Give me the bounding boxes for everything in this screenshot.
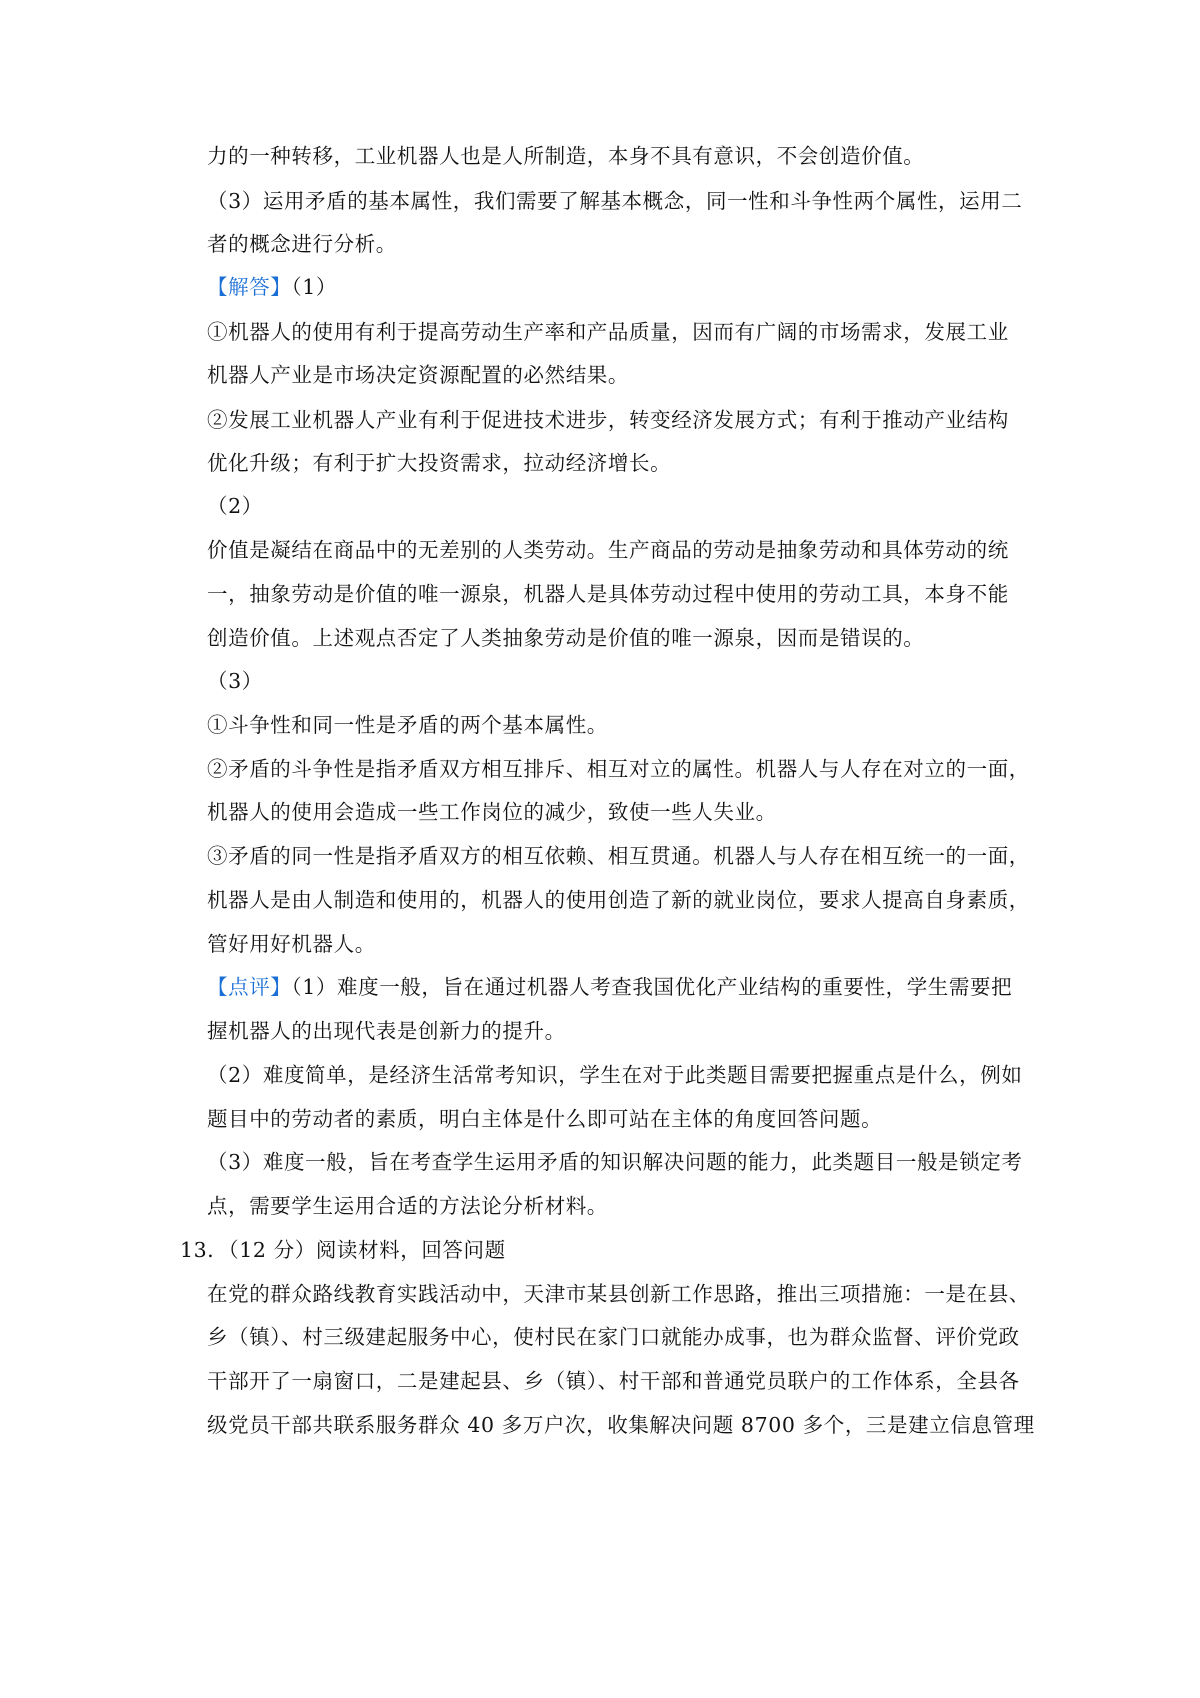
text-line: 机器人的使用会造成一些工作岗位的减少，致使一些人失业。	[207, 800, 777, 824]
text-line: 管好用好机器人。	[207, 932, 376, 956]
text-line: 级党员干部共联系服务群众 40 多万户次，收集解决问题 8700 多个，三是建立信息管理	[207, 1413, 1035, 1437]
text-line: 者的概念进行分析。	[207, 232, 397, 256]
text-line: 点，需要学生运用合适的方法论分析材料。	[207, 1194, 608, 1218]
text-line: 优化升级；有利于扩大投资需求，拉动经济增长。	[207, 451, 672, 475]
text-fragment: （1）难度一般，旨在通过机器人考查我国优化产业结构的重要性，学生需要把	[291, 975, 1013, 999]
answer-tag: 【解答】	[207, 275, 292, 299]
answer-heading	[207, 273, 337, 301]
text-line: （2）	[207, 494, 263, 518]
text-line: 乡（镇）、村三级建起服务中心，使村民在家门口就能办成事，也为群众监督、评价党政	[207, 1325, 1020, 1349]
text-line: ②发展工业机器人产业有利于促进技术进步，转变经济发展方式；有利于推动产业结构	[207, 408, 1009, 432]
text-line: ①斗争性和同一性是矛盾的两个基本属性。	[207, 713, 608, 737]
text-line: ③矛盾的同一性是指矛盾双方的相互依赖、相互贯通。机器人与人存在相互统一的一面，	[207, 844, 1030, 868]
text-line: ①机器人的使用有利于提高劳动生产率和产品质量，因而有广阔的市场需求，发展工业	[207, 320, 1009, 344]
comment-tag: 【点评】	[207, 975, 292, 999]
text-line: 在党的群众路线教育实践活动中，天津市某县创新工作思路，推出三项措施：一是在县、	[207, 1282, 1030, 1306]
question-heading: 13．（12 分）阅读材料，回答问题	[180, 1238, 506, 1262]
text-line: （3）	[207, 669, 263, 693]
comment-heading	[207, 973, 1012, 1001]
text-line: （3）运用矛盾的基本属性，我们需要了解基本概念，同一性和斗争性两个属性，运用二	[207, 189, 1023, 213]
text-line: ②矛盾的斗争性是指矛盾双方相互排斥、相互对立的属性。机器人与人存在对立的一面，	[207, 757, 1030, 781]
text-line: （3）难度一般，旨在考查学生运用矛盾的知识解决问题的能力，此类题目一般是锁定考	[207, 1150, 1023, 1174]
text-line: 力的一种转移，工业机器人也是人所制造，本身不具有意识，不会创造价值。	[207, 144, 925, 168]
text-line: 价值是凝结在商品中的无差别的人类劳动。生产商品的劳动是抽象劳动和具体劳动的统	[207, 538, 1009, 562]
text-line: 一，抽象劳动是价值的唯一源泉，机器人是具体劳动过程中使用的劳动工具，本身不能	[207, 582, 1009, 606]
text-line: （2）难度简单，是经济生活常考知识，学生在对于此类题目需要把握重点是什么，例如	[207, 1063, 1023, 1087]
text-line: 握机器人的出现代表是创新力的提升。	[207, 1019, 566, 1043]
text-line: 机器人是由人制造和使用的，机器人的使用创造了新的就业岗位，要求人提高自身素质，	[207, 888, 1030, 912]
text-fragment: （1）	[291, 275, 337, 299]
text-line: 创造价值。上述观点否定了人类抽象劳动是价值的唯一源泉，因而是错误的。	[207, 626, 925, 650]
text-line: 题目中的劳动者的素质，明白主体是什么即可站在主体的角度回答问题。	[207, 1107, 883, 1131]
text-line: 机器人产业是市场决定资源配置的必然结果。	[207, 363, 629, 387]
text-line: 干部开了一扇窗口，二是建起县、乡（镇）、村干部和普通党员联户的工作体系，全县各	[207, 1369, 1020, 1393]
